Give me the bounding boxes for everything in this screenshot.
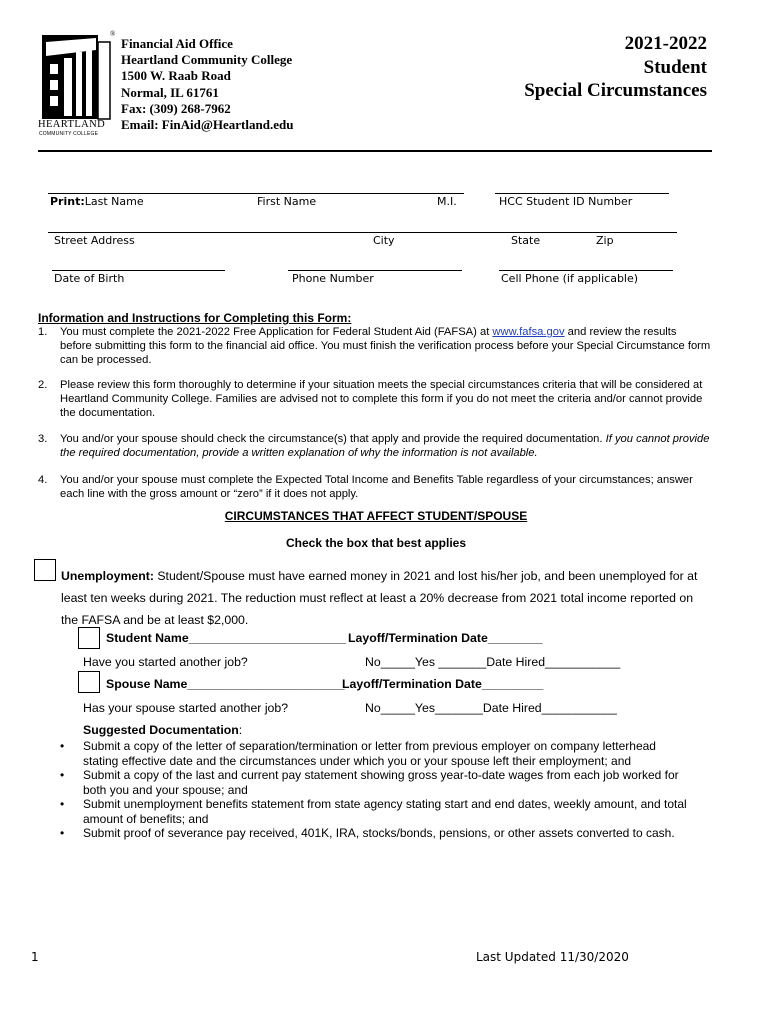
- documentation-heading: [83, 723, 242, 737]
- doc-2-line2: both you and your spouse; and: [83, 782, 248, 797]
- dob-label: Date of Birth: [54, 272, 125, 285]
- doc-heading-text: Suggested Documentation: [83, 723, 239, 737]
- item-number: 4.: [38, 474, 48, 486]
- college-logo: [38, 30, 116, 140]
- fafsa-link[interactable]: www.fafsa.gov: [492, 326, 565, 338]
- unemployment-line2: least ten weeks during 2021. The reduction must reflect at least a 20% decrease from 2021 total income reported on: [61, 591, 694, 605]
- print-label: [50, 195, 144, 208]
- check-box-instruction: Check the box that best applies: [285, 536, 467, 550]
- item3-text-b: If you cannot provide: [605, 433, 710, 445]
- address-line: [48, 232, 677, 233]
- logo-registered: ®: [110, 30, 116, 38]
- instruction-text: [60, 473, 720, 501]
- logo-wordmark: HEARTLAND: [38, 119, 106, 130]
- student-checkbox[interactable]: [78, 627, 100, 649]
- print-prefix: Print:: [50, 195, 85, 208]
- instruction-text: [60, 325, 720, 367]
- unemployment-line1: Student/Spouse must have earned money in 2021 and lost his/her job, and been unemployed for at: [157, 569, 698, 583]
- name-line: [48, 193, 464, 194]
- spouse-name-field[interactable]: Spouse Name_______________________: [106, 677, 345, 691]
- id-line: [495, 193, 669, 194]
- item1-line2: before submitting this form to the financial aid office. You must finish the verification process before your Special Circumstance form: [60, 340, 711, 352]
- item2-line1: Please review this form thoroughly to determine if your situation meets the special circumstances criteria that will be considered at: [60, 379, 703, 391]
- doc-2-line1: Submit a copy of the last and current pay statement showing gross year-to-date wages from each job worked for: [83, 768, 679, 782]
- item4-line2: each line with the gross amount or “zero” if it does not apply.: [60, 488, 359, 500]
- doc-1-line2: stating effective date and the circumstances under which you or your spouse left their employment; and: [83, 753, 632, 768]
- item4-line1: You and/or your spouse must complete the Expected Total Income and Benefits Table regardless of your circumstances; answer: [60, 474, 693, 486]
- street-label: Street Address: [54, 234, 135, 247]
- unemployment-label: Unemployment:: [61, 569, 154, 583]
- state-label: State: [511, 234, 541, 247]
- mi-label: M.I.: [437, 195, 457, 208]
- office-line: 1500 W. Raab Road: [121, 68, 231, 84]
- instruction-text: [60, 432, 728, 460]
- bullet-icon: •: [60, 768, 65, 782]
- city-label: City: [373, 234, 395, 247]
- page-number: 1: [31, 950, 39, 964]
- circumstances-heading: CIRCUMSTANCES THAT AFFECT STUDENT/SPOUSE: [224, 509, 528, 523]
- item1-text-a: You must complete the 2021-2022 Free Application for Federal Student Aid (FAFSA) at: [60, 326, 490, 338]
- student-job-question: Have you started another job?: [83, 655, 248, 669]
- doc-1-line1: Submit a copy of the letter of separation/termination or letter from previous employer on company letterhead: [83, 739, 656, 753]
- spouse-job-question: Has your spouse started another job?: [83, 701, 289, 715]
- doc-3-line1: Submit unemployment benefits statement from state agency stating start and end dates, weekly amount, and total: [83, 797, 687, 811]
- list-item: [60, 768, 720, 797]
- office-address: [121, 36, 293, 133]
- item-number: 1.: [38, 326, 48, 338]
- item3-text-a: You and/or your spouse should check the circumstance(s) that apply and provide the required documentation.: [60, 433, 603, 445]
- item-number: 2.: [38, 379, 48, 391]
- item-number: 3.: [38, 433, 48, 445]
- office-line: Normal, IL 61761: [121, 84, 219, 100]
- logo-subline: COMMUNITY COLLEGE: [39, 131, 99, 137]
- list-item: [60, 739, 720, 768]
- title-special: Special Circumstances: [524, 80, 707, 101]
- instruction-text: [60, 378, 720, 420]
- bullet-icon: •: [60, 797, 65, 811]
- item2-line3: the documentation.: [60, 407, 156, 419]
- list-item: [60, 826, 720, 841]
- phone-line: [288, 270, 462, 271]
- spouse-checkbox[interactable]: [78, 671, 100, 693]
- doc-3-line2: amount of benefits; and: [83, 811, 209, 826]
- item2-line2: Heartland Community College. Families are advised not to complete this form if you do not meet the criteria and/or cannot provide: [60, 393, 703, 405]
- office-line: Fax: (309) 268-7962: [121, 100, 231, 116]
- instructions-heading: Information and Instructions for Completing this Form:: [38, 311, 352, 325]
- documentation-list: [60, 739, 720, 841]
- spouse-job-answer[interactable]: No_____Yes_______Date Hired___________: [365, 701, 617, 715]
- student-job-answer[interactable]: No_____Yes _______Date Hired___________: [365, 655, 621, 669]
- item1-line3: can be processed.: [60, 354, 152, 366]
- phone-label: Phone Number: [292, 272, 374, 285]
- office-line: Heartland Community College: [121, 52, 293, 68]
- bullet-icon: •: [60, 739, 65, 753]
- form-title: [524, 32, 707, 103]
- unemployment-checkbox[interactable]: [34, 559, 56, 581]
- header-divider: [38, 150, 712, 152]
- last-name-label: Last Name: [84, 195, 144, 208]
- dob-line: [52, 270, 225, 271]
- doc-heading-colon: :: [238, 723, 243, 737]
- building-logo-icon: [38, 30, 116, 122]
- list-item: [60, 797, 720, 826]
- item1-text-b: and review the results: [567, 326, 677, 338]
- doc-4-line1: Submit proof of severance pay received, 401K, IRA, stocks/bonds, pensions, or other assets converted to cash.: [83, 826, 675, 840]
- unemployment-description: [61, 565, 721, 631]
- item3-line2: the required documentation, provide a written explanation of why the information is not available.: [60, 447, 538, 459]
- title-student: Student: [643, 56, 707, 78]
- zip-label: Zip: [596, 234, 614, 247]
- first-name-label: First Name: [257, 195, 317, 208]
- bullet-icon: •: [60, 826, 65, 840]
- cell-label: Cell Phone (if applicable): [501, 272, 639, 285]
- last-updated: Last Updated 11/30/2020: [476, 950, 629, 964]
- spouse-layoff-date-field[interactable]: Layoff/Termination Date_________: [342, 677, 544, 691]
- cell-line: [499, 270, 673, 271]
- office-line: Financial Aid Office: [121, 36, 233, 51]
- hcc-id-label: HCC Student ID Number: [499, 195, 633, 208]
- office-line: Email: FinAid@Heartland.edu: [121, 117, 294, 133]
- title-year: 2021-2022: [624, 33, 707, 54]
- unemployment-line3: the FAFSA and be at least $2,000.: [61, 613, 249, 627]
- student-layoff-date-field[interactable]: Layoff/Termination Date________: [348, 631, 543, 645]
- student-name-field[interactable]: Student Name_______________________: [106, 631, 346, 645]
